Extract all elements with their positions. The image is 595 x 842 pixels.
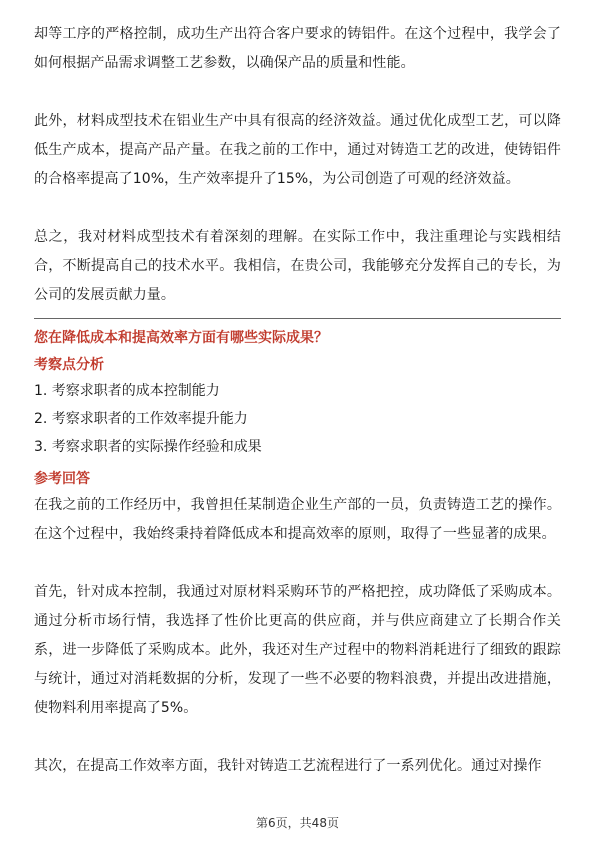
analysis-item: 3. 考察求职者的实际操作经验和成果 bbox=[34, 439, 262, 455]
analysis-heading: 考察点分析 bbox=[34, 357, 104, 373]
document-page bbox=[34, 20, 561, 781]
answer-paragraph: 首先，针对成本控制，我通过对原材料采购环节的严格把控，成功降低了采购成本。通过分析市场行情，我选择了性价比更高的供应商，并与供应商建立了长期合作关系，进一步降低了采购成本。此外，我还对生产过程中的物料消耗进行了细致的跟踪与统计，通过对消耗数据的分析，发现了一些不必要的物料浪费，并提出改进措施，使物料利用率提高了5%。 bbox=[34, 584, 561, 716]
question-heading: 您在降低成本和提高效率方面有哪些实际成果？ bbox=[34, 330, 328, 346]
body-paragraph: 却等工序的严格控制，成功生产出符合客户要求的铸铝件。在这个过程中，我学会了如何根据产品需求调整工艺参数，以确保产品的质量和性能。 bbox=[34, 26, 561, 71]
answer-paragraph: 其次，在提高工作效率方面，我针对铸造工艺流程进行了一系列优化。通过对操作 bbox=[34, 758, 542, 774]
page-number: 第6页，共48页 bbox=[256, 816, 339, 830]
section-divider bbox=[34, 318, 561, 319]
body-paragraph: 此外，材料成型技术在铝业生产中具有很高的经济效益。通过优化成型工艺，可以降低生产成本，提高产品产量。在我之前的工作中，通过对铸造工艺的改进，使铸铝件的合格率提高了10%，生产效率提升了15%，为公司创造了可观的经济效益。 bbox=[34, 113, 561, 187]
answer-heading: 参考回答 bbox=[34, 471, 90, 487]
analysis-item: 1. 考察求职者的成本控制能力 bbox=[34, 383, 220, 399]
analysis-item: 2. 考察求职者的工作效率提升能力 bbox=[34, 411, 248, 427]
body-paragraph: 总之，我对材料成型技术有着深刻的理解。在实际工作中，我注重理论与实践相结合，不断提高自己的技术水平。我相信，在贵公司，我能够充分发挥自己的专长，为公司的发展贡献力量。 bbox=[34, 229, 561, 303]
answer-paragraph: 在我之前的工作经历中，我曾担任某制造企业生产部的一员，负责铸造工艺的操作。在这个过程中，我始终秉持着降低成本和提高效率的原则，取得了一些显著的成果。 bbox=[34, 497, 561, 542]
